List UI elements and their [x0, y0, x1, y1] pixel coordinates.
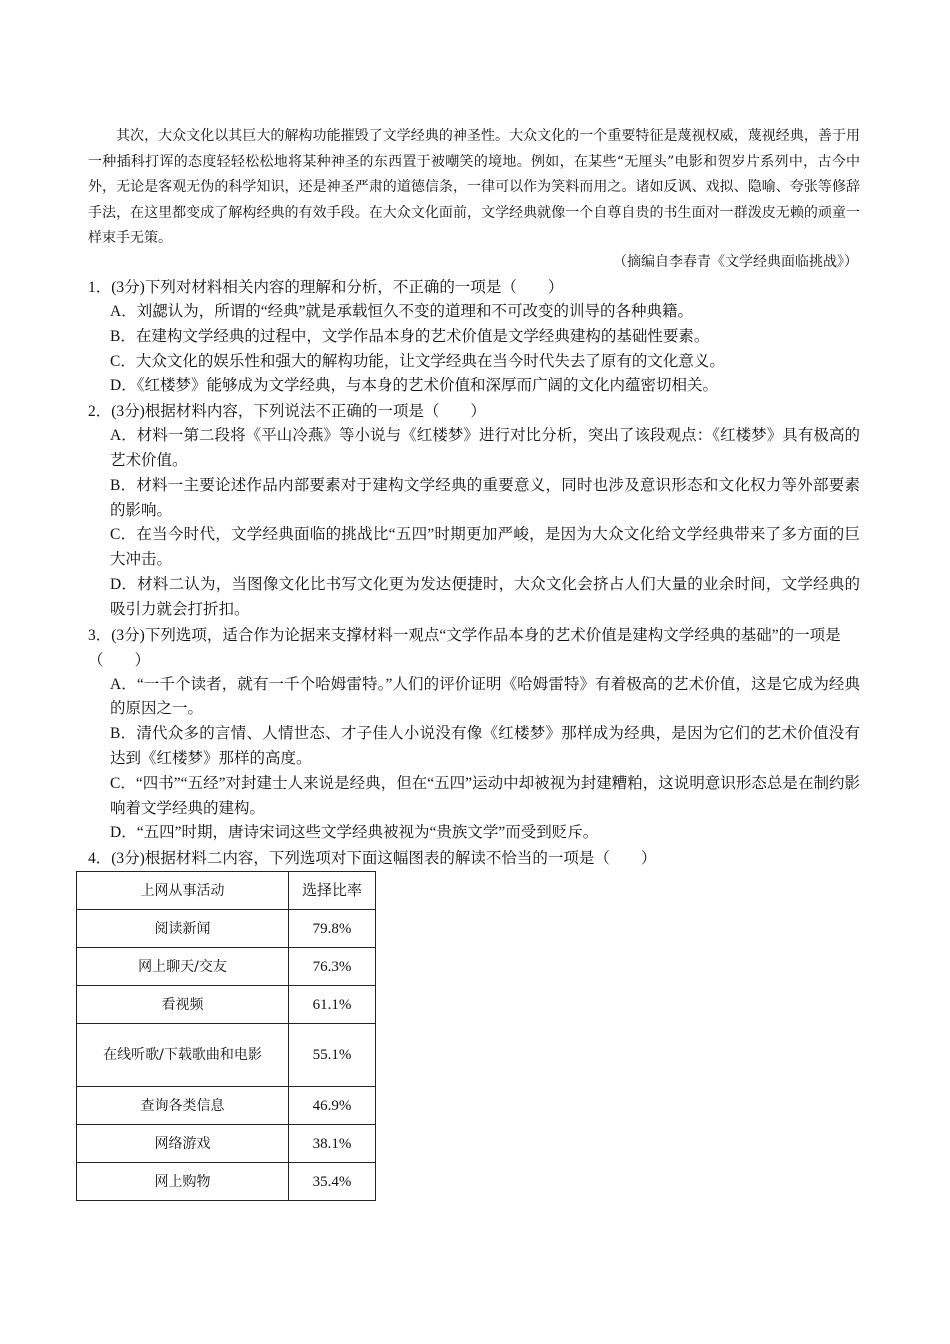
table-row: [77, 1163, 376, 1201]
table-row: [77, 910, 376, 948]
header-activity: 上网从事活动: [77, 872, 289, 910]
table-row: [77, 1024, 376, 1087]
activity-cell: 查询各类信息: [77, 1087, 289, 1125]
activity-cell: 网络游戏: [77, 1125, 289, 1163]
option-d: D．《红楼梦》能够成为文学经典，与本身的艺术价值和深厚而广阔的文化内蕴密切相关。: [110, 377, 718, 395]
option-b: B．清代众多的言情、人情世态、才子佳人小说没有像《红楼梦》那样成为经典，是因为它们的艺术价值没有达到《红楼梦》那样的高度。: [110, 725, 860, 767]
ratio-cell: 46.9%: [289, 1087, 376, 1125]
question-4: [88, 846, 860, 871]
table-row: [77, 986, 376, 1024]
question-stem: 3．(3分)下列选项，适合作为论据来支撑材料一观点“文学作品本身的艺术价值是建构文学经典的基础”的一项是（ ）: [88, 626, 841, 669]
survey-table: [76, 871, 376, 1201]
passage-paragraph: 其次，大众文化以其巨大的解构功能摧毁了文学经典的神圣性。大众文化的一个重要特征是蔑视权威，蔑视经典，善于用一种插科打诨的态度轻轻松松地将某种神圣的东西置于被嘲笑的境地。例如，在某些“无厘头”电影和贺岁片系列中，古今中外，无论是客观无伪的科学知识，还是神圣严肃的道德信条，一律可以作为笑料而用之。诸如反讽、戏拟、隐喻、夸张等修辞手法，在这里都变成了解构经典的有效手段。在大众文化面前，文学经典就像一个自尊自贵的书生面对一群泼皮无赖的顽童一样束手无策。: [88, 128, 860, 247]
ratio-cell: 61.1%: [289, 986, 376, 1024]
activity-cell: 网上聊天/交友: [77, 948, 289, 986]
activity-cell: 网上购物: [77, 1163, 289, 1201]
passage-source: （摘编自李春青《文学经典面临挑战》）: [613, 254, 858, 270]
question-2: [88, 399, 860, 622]
table-row: [77, 948, 376, 986]
ratio-cell: 55.1%: [289, 1024, 376, 1087]
passage: [88, 124, 860, 252]
activity-cell: 在线听歌/下载歌曲和电影: [77, 1024, 289, 1087]
question-1: [88, 275, 860, 399]
question-stem: 2．(3分)根据材料内容，下列说法不正确的一项是（ ）: [88, 403, 486, 421]
option-a: A．“一千个读者，就有一千个哈姆雷特。”人们的评价证明《哈姆雷特》有着极高的艺术价值，这是它成为经典的原因之一。: [110, 675, 860, 718]
question-stem: 4．(3分)根据材料二内容，下列选项对下面这幅图表的解读不恰当的一项是（ ）: [88, 850, 657, 868]
question-3: [88, 623, 860, 847]
table-row: [77, 1125, 376, 1163]
table-header-row: [77, 872, 376, 910]
option-b: B．材料一主要论述作品内部要素对于建构文学经典的重要意义，同时也涉及意识形态和文化权力等外部要素的影响。: [110, 476, 860, 519]
table-row: [77, 1087, 376, 1125]
option-c: C．大众文化的娱乐性和强大的解构功能，让文学经典在当今时代失去了原有的文化意义。: [110, 352, 725, 370]
activity-cell: 看视频: [77, 986, 289, 1024]
question-list: [88, 275, 860, 871]
option-c: C．在当今时代，文学经典面临的挑战比“五四”时期更加严峻，是因为大众文化给文学经典带来了多方面的巨大冲击。: [110, 526, 860, 569]
ratio-cell: 38.1%: [289, 1125, 376, 1163]
activity-cell: 阅读新闻: [77, 910, 289, 948]
option-a: A．材料一第二段将《平山冷燕》等小说与《红楼梦》进行对比分析，突出了该段观点：《红楼梦》具有极高的艺术价值。: [110, 427, 860, 469]
option-d: D．“五四”时期，唐诗宋词这些文学经典被视为“贵族文学”而受到贬斥。: [110, 824, 599, 842]
option-d: D．材料二认为，当图像文化比书写文化更为发达便捷时，大众文化会挤占人们大量的业余时间，文学经典的吸引力就会打折扣。: [110, 575, 860, 618]
option-a: A．刘勰认为，所谓的“经典”就是承载恒久不变的道理和不可改变的训导的各种典籍。: [110, 303, 693, 320]
ratio-cell: 76.3%: [289, 948, 376, 986]
option-c: C．“四书”“五经”对封建士人来说是经典，但在“五四”运动中却被视为封建糟粕，这说明意识形态总是在制约影响着文学经典的建构。: [110, 774, 860, 817]
ratio-cell: 79.8%: [289, 910, 376, 948]
question-stem: 1．(3分)下列对材料相关内容的理解和分析，不正确的一项是（ ）: [88, 279, 564, 296]
ratio-cell: 35.4%: [289, 1163, 376, 1201]
option-b: B．在建构文学经典的过程中，文学作品本身的艺术价值是文学经典建构的基础性要素。: [110, 327, 710, 345]
header-ratio: 选择比率: [289, 872, 376, 910]
